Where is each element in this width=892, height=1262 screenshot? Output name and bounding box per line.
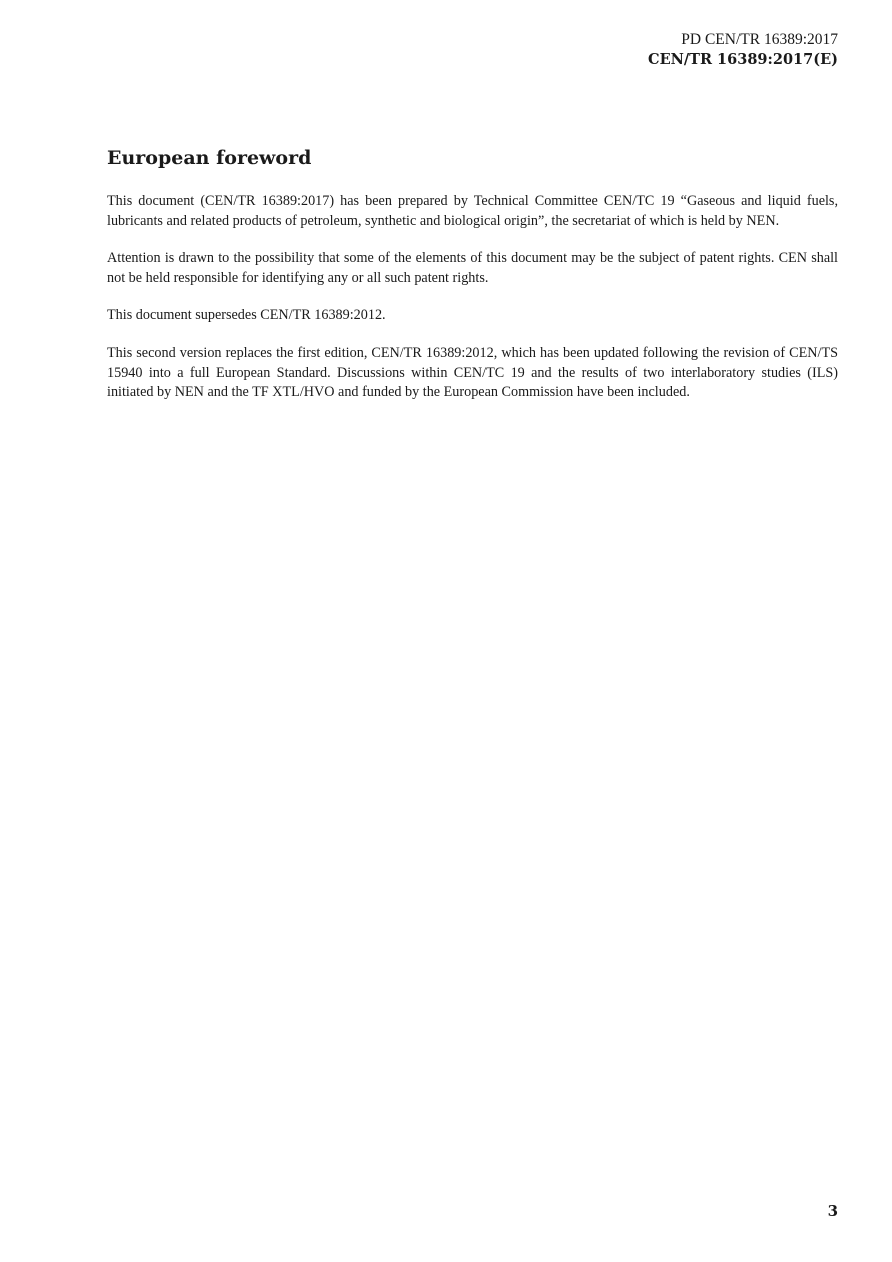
section-title: European foreword bbox=[107, 147, 312, 169]
header-document-id-english: CEN/TR 16389:2017(E) bbox=[648, 51, 838, 68]
header-document-id: PD CEN/TR 16389:2017 bbox=[681, 31, 838, 48]
running-header bbox=[648, 30, 838, 70]
foreword-section bbox=[107, 145, 838, 421]
foreword-paragraph-4: This second version replaces the first edition, CEN/TR 16389:2012, which has been updated following the revision of CEN/TS 15940 into a full European Standard. Discussions within CEN/TC 19 and the results of two interlaboratory studies (ILS) initiated by NEN and the TF XTL/HVO and funded by the European Commission have been included. bbox=[107, 344, 838, 401]
foreword-paragraph-2: Attention is drawn to the possibility that some of the elements of this document may be the subject of patent rights. CEN shall not be held responsible for identifying any or all such patent rights. bbox=[107, 250, 838, 286]
foreword-paragraph-3: This document supersedes CEN/TR 16389:2012. bbox=[107, 307, 386, 324]
page-number: 3 bbox=[827, 1202, 838, 1220]
foreword-paragraph-1: This document (CEN/TR 16389:2017) has been prepared by Technical Committee CEN/TC 19 “Gaseous and liquid fuels, lubricants and related products of petroleum, synthetic and biological origin”, the secretariat of which is held by NEN. bbox=[107, 193, 838, 229]
